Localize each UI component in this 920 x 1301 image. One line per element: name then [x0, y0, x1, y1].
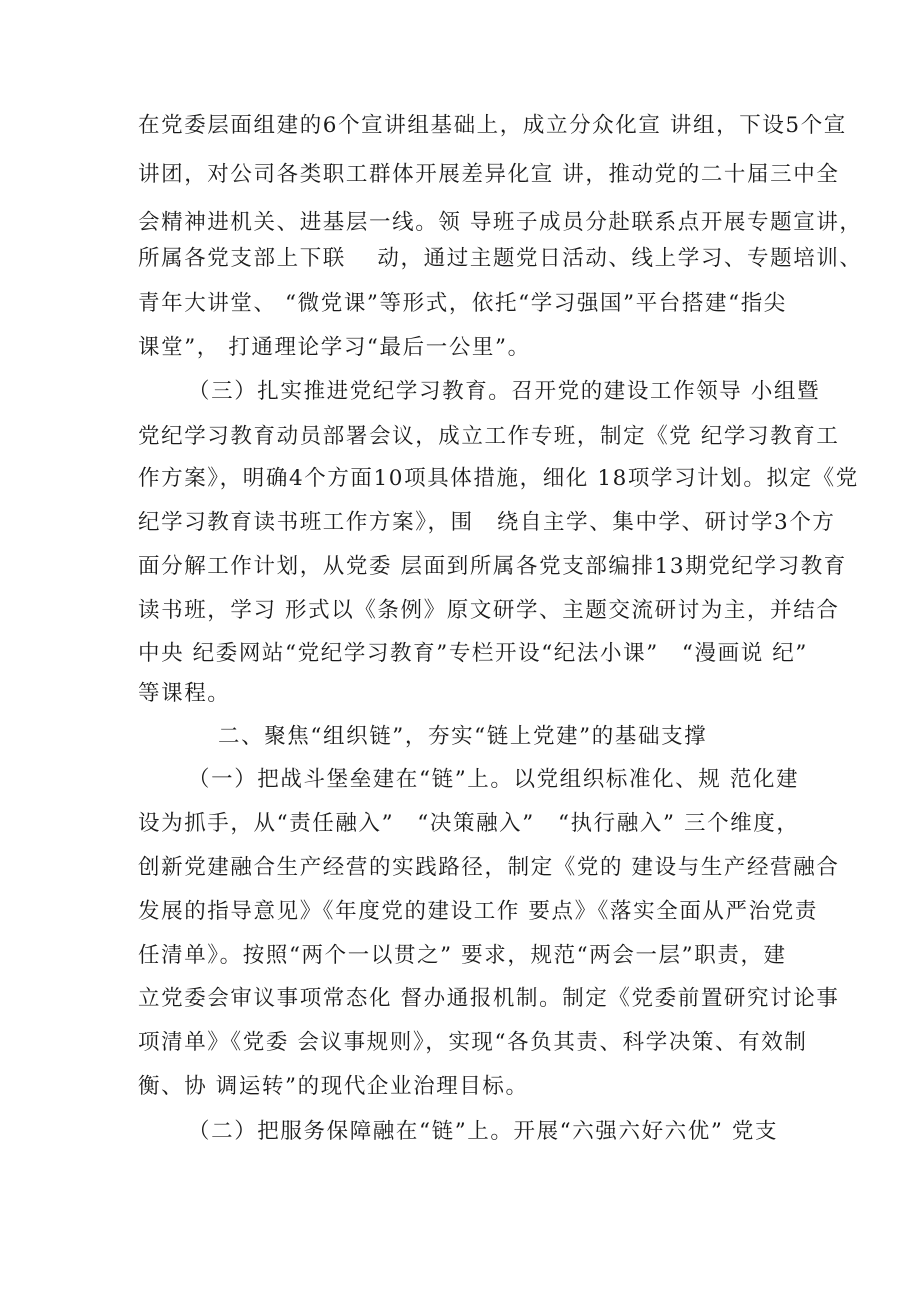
paragraph-line: 项清单》《党委 会议事规则》，实现“各负其责、科学决策、有效制: [138, 1030, 808, 1055]
paragraph-line: 中央 纪委网站“党纪学习教育”专栏开设“纪法小课” “漫画说 纪”: [138, 641, 808, 666]
paragraph-line: 发展的指导意见》《年度党的建设工作 要点》《落实全面从严治党责: [138, 899, 818, 924]
paragraph-line: （三）扎实推进党纪学习教育。召开党的建设工作领导 小组暨: [188, 379, 821, 404]
paragraph-line: 在党委层面组建的6个宣讲组基础上，成立分众化宣 讲组，下设5个宣: [138, 113, 847, 138]
paragraph-line: 课堂”， 打通理论学习“最后一公里”。: [138, 335, 531, 360]
paragraph-line: 读书班，学习 形式以《条例》原文研学、主题交流研讨为主，并结合: [138, 598, 840, 623]
paragraph-line: 创新党建融合生产经营的实践路径，制定《党的 建设与生产经营融合: [138, 855, 840, 880]
paragraph-line: 立党委会审议事项常态化 督办通报机制。制定《党委前置研究讨论事: [138, 986, 840, 1011]
paragraph-line: 作方案》，明确4个方面10项具体措施，细化 18项学习计划。拟定《党: [138, 466, 859, 491]
paragraph-line: （二）把服务保障融在“链”上。开展“六强六好六优” 党支: [188, 1119, 779, 1144]
paragraph-line: 党纪学习教育动员部署会议，成立工作专班，制定《党 纪学习教育工: [138, 424, 840, 449]
section-heading: 二、聚焦“组织链”，夯实“链上党建”的基础支撑: [218, 724, 708, 749]
paragraph-line: 衡、协 调运转”的现代企业治理目标。: [138, 1074, 529, 1099]
paragraph-line: 设为抓手，从“责任融入” “决策融入” “执行融入” 三个维度，: [138, 811, 800, 836]
paragraph-line: 所属各党支部上下联 动，通过主题党日活动、线上学习、专题培训、: [138, 246, 863, 271]
paragraph-line: 任清单》。按照“两个一以贯之” 要求，规范“两会一层”职责，建: [138, 943, 787, 968]
paragraph-line: （一）把战斗堡垒建在“链”上。以党组织标准化、规 范化建: [188, 767, 800, 792]
paragraph-line: 等课程。: [138, 681, 231, 706]
paragraph-line: 面分解工作计划，从党委 层面到所属各党支部编排13期党纪学习教育: [138, 554, 847, 579]
paragraph-line: 纪学习教育读书班工作方案》，围 绕自主学、集中学、研讨学3个方: [138, 510, 836, 535]
paragraph-line: 会精神进机关、进基层一线。领 导班子成员分赴联系点开展专题宣讲，: [138, 210, 863, 235]
paragraph-line: 讲团，对公司各类职工群体开展差异化宣 讲，推动党的二十届三中全: [138, 162, 840, 187]
paragraph-line: 青年大讲堂、 “微党课”等形式，依托“学习强国”平台搭建“指尖: [138, 291, 787, 316]
